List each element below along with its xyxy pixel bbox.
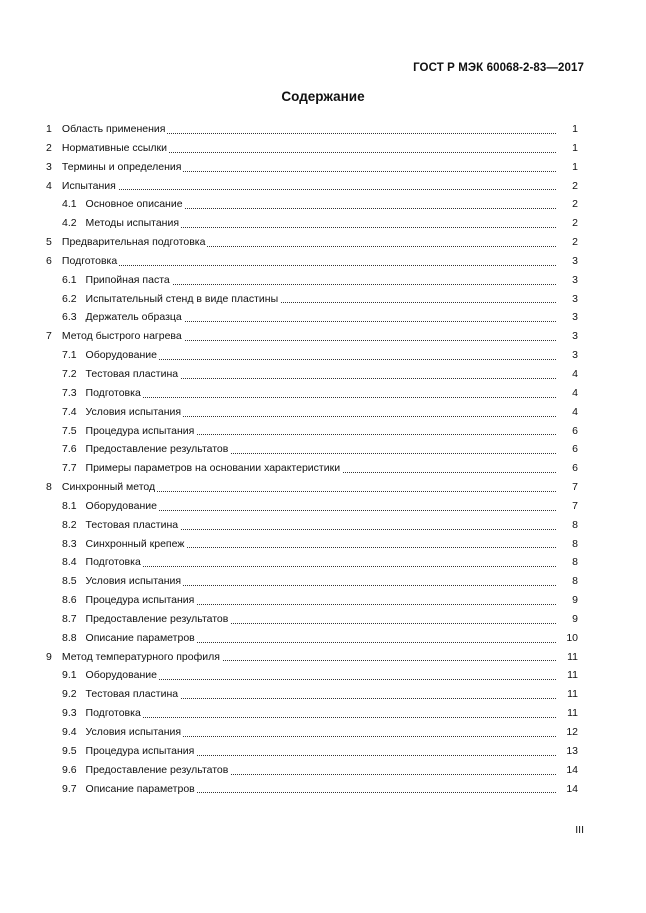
toc-entry-page: 9	[572, 612, 578, 625]
toc-entry-number: 7.1	[62, 349, 77, 362]
toc-entry-leader	[62, 610, 556, 629]
toc-entry-leader	[46, 233, 556, 252]
toc-entry-page: 10	[566, 631, 578, 644]
toc-entry-label	[62, 613, 230, 625]
toc-entry-page: 8	[572, 518, 578, 531]
toc-entry-leader	[62, 629, 556, 648]
toc-entry-title: Предоставление результатов	[85, 443, 229, 456]
toc-entry-page: 14	[566, 782, 578, 795]
toc-entry-title: Метод быстрого нагрева	[61, 330, 182, 343]
toc-entry[interactable]	[46, 761, 578, 780]
toc-entry-label	[62, 500, 159, 512]
toc-entry-title: Процедура испытания	[85, 594, 195, 607]
toc-entry-title: Область применения	[61, 123, 166, 135]
toc-entry-leader	[62, 308, 556, 327]
toc-entry[interactable]	[46, 516, 578, 535]
toc-entry-number: 8.7	[62, 612, 77, 625]
toc-entry-leader	[62, 290, 556, 309]
toc-entry-title: Метод температурного профиля	[61, 650, 220, 663]
toc-entry[interactable]	[46, 290, 578, 309]
toc-entry-leader	[62, 214, 556, 233]
toc-entry-page: 1	[572, 123, 578, 135]
toc-entry-title: Держатель образца	[85, 311, 182, 324]
toc-entry-number: 8.8	[62, 631, 77, 644]
toc-entry-label	[62, 594, 196, 606]
toc-entry-title: Нормативные ссылки	[61, 141, 167, 154]
toc-entry-label	[46, 330, 184, 342]
toc-entry[interactable]	[46, 440, 578, 459]
toc-entry[interactable]	[46, 591, 578, 610]
toc-entry-label	[62, 217, 181, 229]
toc-entry-label	[46, 236, 207, 248]
toc-entry-page: 1	[572, 160, 578, 173]
toc-entry[interactable]	[46, 666, 578, 685]
document-code: ГОСТ Р МЭК 60068-2-83—2017	[413, 62, 584, 74]
toc-entry-title: Предварительная подготовка	[61, 236, 206, 249]
toc-entry[interactable]	[46, 685, 578, 704]
toc-entry-title: Испытания	[61, 179, 116, 192]
toc-entry-number: 8.6	[62, 594, 77, 607]
toc-entry-label	[62, 556, 143, 568]
toc-entry[interactable]	[46, 535, 578, 554]
toc-entry-number: 7.4	[62, 405, 77, 418]
toc-entry-label	[62, 462, 342, 474]
toc-entry-leader	[62, 403, 556, 422]
toc-entry-number: 9	[46, 650, 52, 663]
toc-entry-page: 3	[572, 273, 578, 286]
toc-entry-page: 4	[572, 367, 578, 380]
toc-entry[interactable]	[46, 553, 578, 572]
toc-entry-label	[62, 632, 197, 644]
toc-entry-page: 11	[567, 707, 578, 720]
toc-entry-number: 4	[46, 179, 52, 192]
toc-entry[interactable]	[46, 403, 578, 422]
toc-entry-label	[62, 368, 180, 380]
toc-entry-page: 9	[572, 594, 578, 607]
toc-entry-title: Синхронный метод	[61, 481, 156, 494]
toc-entry-label	[46, 142, 169, 154]
toc-entry-number: 7	[46, 330, 52, 343]
toc-title: Содержание	[281, 89, 365, 104]
toc-entry-title: Описание параметров	[85, 782, 195, 795]
toc-entry-number: 9.1	[62, 669, 77, 682]
toc-entry-leader	[62, 572, 556, 591]
toc-entry-label	[62, 425, 196, 437]
toc-entry-leader	[62, 384, 556, 403]
toc-entry-title: Тестовая пластина	[85, 518, 179, 531]
toc-entry-number: 9.4	[62, 726, 77, 738]
toc-entry-number: 2	[46, 141, 52, 154]
toc-entry[interactable]	[46, 271, 578, 290]
toc-entry-leader	[46, 327, 556, 346]
toc-entry-title: Подготовка	[61, 254, 118, 267]
toc-entry-label	[46, 255, 119, 267]
toc-entry[interactable]	[46, 742, 578, 761]
toc-entry-title: Подготовка	[85, 707, 141, 720]
toc-entry-page: 13	[566, 744, 578, 757]
toc-entry-number: 8.2	[62, 518, 77, 531]
toc-entry[interactable]	[46, 365, 578, 384]
toc-entry-number: 8.3	[62, 537, 77, 550]
toc-entry-page: 3	[572, 292, 578, 305]
toc-entry-title: Процедура испытания	[85, 744, 195, 757]
toc-entry-title: Синхронный крепеж	[85, 537, 185, 550]
toc-entry-number: 9.2	[62, 688, 77, 701]
toc-entry[interactable]	[46, 648, 578, 667]
toc-entry[interactable]	[46, 459, 578, 478]
toc-entry-page: 4	[572, 405, 578, 418]
toc-entry-number: 1	[46, 123, 52, 135]
toc-entry[interactable]	[46, 422, 578, 441]
table-of-contents	[46, 120, 578, 798]
toc-entry-label	[62, 745, 196, 757]
toc-entry-page: 3	[572, 330, 578, 343]
toc-entry-label	[62, 783, 197, 795]
toc-entry-number: 5	[46, 236, 52, 249]
toc-entry[interactable]	[46, 478, 578, 497]
toc-entry-page: 2	[572, 236, 578, 249]
toc-entry-number: 9.7	[62, 782, 77, 795]
toc-entry-title: Процедура испытания	[85, 424, 195, 437]
toc-entry-label	[62, 406, 183, 418]
toc-entry-title: Оборудование	[85, 669, 157, 682]
toc-entry-label	[62, 293, 280, 305]
toc-entry-label	[62, 688, 180, 700]
toc-entry-label	[62, 387, 143, 399]
toc-entry-page: 2	[572, 217, 578, 230]
toc-entry-leader	[62, 535, 556, 554]
toc-entry-label	[46, 161, 183, 173]
toc-entry-number: 9.5	[62, 744, 77, 757]
toc-entry[interactable]	[46, 252, 578, 271]
toc-entry-page: 3	[572, 311, 578, 324]
toc-entry[interactable]	[46, 572, 578, 591]
toc-entry-number: 7.5	[62, 424, 77, 437]
toc-entry[interactable]	[46, 384, 578, 403]
toc-entry-leader	[62, 591, 556, 610]
toc-entry-number: 6	[46, 254, 52, 267]
toc-entry-title: Оборудование	[85, 499, 157, 512]
toc-entry-label	[62, 349, 159, 361]
toc-entry-leader	[62, 422, 556, 441]
toc-entry-page: 7	[572, 499, 578, 512]
toc-entry-leader	[46, 252, 556, 271]
toc-entry-title: Тестовая пластина	[85, 688, 179, 701]
toc-entry-label	[62, 707, 143, 719]
toc-entry[interactable]	[46, 177, 578, 196]
toc-entry-number: 8.5	[62, 575, 77, 588]
toc-entry-leader	[46, 648, 556, 667]
toc-entry-page: 8	[572, 537, 578, 550]
toc-entry-title: Подготовка	[85, 386, 141, 399]
toc-entry-leader	[46, 158, 556, 177]
toc-entry-leader	[62, 685, 556, 704]
toc-entry-title: Примеры параметров на основании характеристики	[85, 462, 341, 475]
toc-entry-leader	[62, 440, 556, 459]
toc-entry-leader	[62, 723, 556, 742]
toc-entry-leader	[62, 704, 556, 723]
toc-entry-label	[62, 274, 172, 286]
toc-entry-title: Условия испытания	[85, 405, 182, 418]
toc-entry-number: 7.2	[62, 367, 77, 380]
toc-entry-page: 8	[572, 575, 578, 588]
toc-entry-label	[62, 538, 186, 550]
toc-entry[interactable]	[46, 780, 578, 799]
toc-entry-page: 1	[572, 141, 578, 154]
toc-entry-leader	[62, 742, 556, 761]
toc-entry-number: 6.3	[62, 311, 77, 324]
toc-entry-leader	[46, 478, 556, 497]
toc-entry-number: 8	[46, 481, 52, 494]
toc-entry-leader	[62, 195, 556, 214]
toc-entry[interactable]	[46, 704, 578, 723]
toc-entry-number: 4.2	[62, 217, 77, 230]
toc-entry[interactable]	[46, 497, 578, 516]
toc-entry-number: 7.3	[62, 386, 77, 399]
toc-entry[interactable]	[46, 327, 578, 346]
toc-entry-page: 14	[566, 763, 578, 776]
toc-entry-number: 7.6	[62, 443, 77, 456]
toc-entry-number: 4.1	[62, 198, 77, 211]
toc-entry-title: Условия испытания	[85, 575, 182, 588]
toc-entry-label	[62, 519, 180, 531]
toc-entry-page: 7	[572, 481, 578, 494]
toc-entry-label	[46, 651, 222, 663]
toc-entry-number: 8.4	[62, 556, 77, 569]
toc-entry-label	[62, 669, 159, 681]
page-folio: III	[575, 824, 584, 836]
toc-entry-title: Припойная паста	[85, 273, 170, 286]
toc-entry-leader	[46, 120, 556, 139]
toc-entry-page: 6	[572, 462, 578, 475]
toc-entry-title: Основное описание	[85, 198, 183, 211]
toc-entry-leader	[62, 365, 556, 384]
toc-entry-title: Термины и определения	[61, 160, 182, 173]
toc-entry[interactable]	[46, 233, 578, 252]
toc-entry-label	[62, 764, 230, 776]
toc-entry-page: 12	[566, 726, 578, 738]
toc-entry-page: 11	[567, 669, 578, 682]
toc-entry-label	[62, 443, 230, 455]
toc-entry-title: Методы испытания	[85, 217, 180, 230]
toc-entry-leader	[62, 666, 556, 685]
toc-entry[interactable]	[46, 723, 578, 742]
toc-entry[interactable]	[46, 346, 578, 365]
toc-entry[interactable]	[46, 139, 578, 158]
toc-entry-label	[46, 123, 167, 135]
toc-entry-label	[62, 198, 185, 210]
toc-entry-title: Тестовая пластина	[85, 367, 179, 380]
toc-entry-page: 2	[572, 198, 578, 211]
toc-entry-leader	[46, 139, 556, 158]
toc-entry-page: 11	[567, 650, 578, 663]
toc-entry-page: 3	[572, 349, 578, 362]
toc-entry-leader	[62, 761, 556, 780]
toc-entry-leader	[62, 516, 556, 535]
toc-entry[interactable]	[46, 610, 578, 629]
toc-entry-title: Описание параметров	[85, 631, 195, 644]
toc-entry[interactable]	[46, 195, 578, 214]
toc-entry-label	[46, 481, 157, 493]
toc-entry[interactable]	[46, 629, 578, 648]
toc-entry-page: 2	[572, 179, 578, 192]
toc-entry-page: 3	[572, 254, 578, 267]
toc-entry-leader	[62, 497, 556, 516]
toc-entry-leader	[62, 271, 556, 290]
toc-entry-title: Условия испытания	[85, 726, 182, 738]
toc-entry-label	[62, 575, 183, 587]
toc-entry-leader	[62, 346, 556, 365]
toc-entry-number: 3	[46, 160, 52, 173]
toc-entry-leader	[62, 553, 556, 572]
toc-entry-label	[46, 180, 118, 192]
toc-entry[interactable]	[46, 158, 578, 177]
toc-entry-title: Подготовка	[85, 556, 141, 569]
toc-entry-page: 4	[572, 386, 578, 399]
toc-entry-page: 6	[572, 424, 578, 437]
toc-entry-leader	[46, 177, 556, 196]
toc-entry-page: 6	[572, 443, 578, 456]
toc-entry-number: 9.6	[62, 763, 77, 776]
toc-entry-page: 11	[567, 688, 578, 701]
toc-entry-label	[62, 726, 183, 738]
toc-entry-number: 6.2	[62, 292, 77, 305]
toc-entry[interactable]	[46, 308, 578, 327]
toc-entry-page: 8	[572, 556, 578, 569]
toc-entry-title: Предоставление результатов	[85, 612, 229, 625]
toc-entry[interactable]	[46, 214, 578, 233]
toc-entry-title: Испытательный стенд в виде пластины	[85, 292, 279, 305]
toc-entry-number: 6.1	[62, 273, 77, 286]
toc-entry-title: Оборудование	[85, 349, 157, 362]
toc-entry-leader	[62, 459, 556, 478]
toc-entry[interactable]	[46, 120, 578, 139]
toc-entry-number: 7.7	[62, 462, 77, 475]
toc-entry-number: 8.1	[62, 499, 77, 512]
toc-entry-title: Предоставление результатов	[85, 763, 229, 776]
toc-entry-leader	[62, 780, 556, 799]
toc-entry-number: 9.3	[62, 707, 77, 720]
toc-entry-label	[62, 311, 184, 323]
